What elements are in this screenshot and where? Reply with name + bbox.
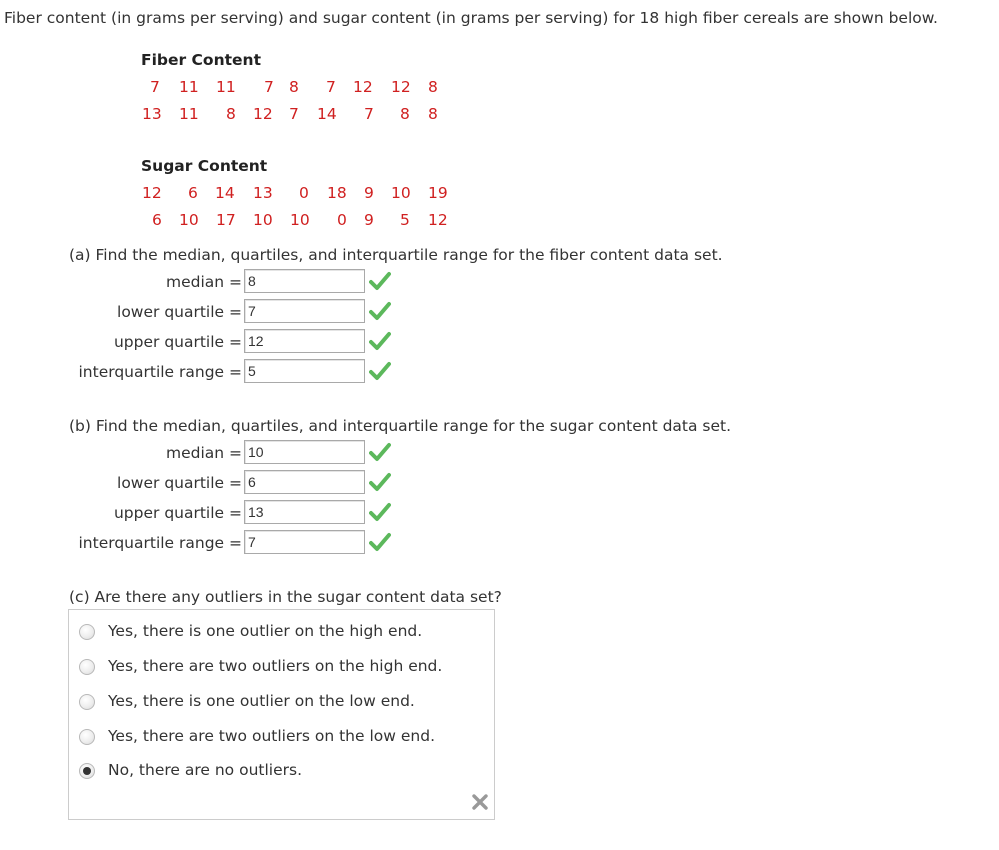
checkmark-icon: [369, 360, 391, 382]
median-label: median =: [165, 444, 242, 462]
sugar-value: 18: [327, 184, 347, 202]
sugar-upper-quartile-input[interactable]: [244, 500, 365, 524]
radio-button-selected[interactable]: [79, 763, 95, 779]
fiber-value: 8: [428, 105, 438, 123]
sugar-value: 12: [142, 184, 162, 202]
part-a-median-row: [0, 269, 999, 297]
fiber-row-2: [0, 105, 999, 125]
fiber-value: 8: [400, 105, 410, 123]
fiber-value: 7: [289, 105, 299, 123]
sugar-row-2: [0, 211, 999, 231]
sugar-value: 10: [391, 184, 411, 202]
sugar-value: 13: [253, 184, 273, 202]
option-label[interactable]: Yes, there are two outliers on the low end.: [108, 727, 435, 745]
checkmark-icon: [369, 531, 391, 553]
fiber-value: 14: [317, 105, 337, 123]
part-a-iqr-row: [0, 359, 999, 387]
fiber-value: 8: [428, 78, 438, 96]
part-b-iqr-row: [0, 530, 999, 558]
fiber-value: 11: [179, 78, 199, 96]
fiber-upper-quartile-input[interactable]: [244, 329, 365, 353]
fiber-value: 7: [150, 78, 160, 96]
iqr-label: interquartile range =: [78, 363, 242, 381]
part-b-question: (b) Find the median, quartiles, and interquartile range for the sugar content data set.: [69, 417, 732, 435]
sugar-row-1: [0, 184, 999, 204]
checkmark-icon: [369, 330, 391, 352]
fiber-lower-quartile-input[interactable]: [244, 299, 365, 323]
fiber-value: 13: [142, 105, 162, 123]
sugar-value: 9: [364, 211, 374, 229]
sugar-value: 12: [428, 211, 448, 229]
outlier-options-box: [68, 609, 495, 820]
option-label[interactable]: Yes, there is one outlier on the low end.: [108, 692, 415, 710]
problem-intro: Fiber content (in grams per serving) and sugar content (in grams per serving) for 18 high fiber cereals are shown below.: [4, 9, 938, 27]
fiber-value: 7: [364, 105, 374, 123]
fiber-value: 7: [326, 78, 336, 96]
radio-button[interactable]: [79, 659, 95, 675]
fiber-value: 8: [289, 78, 299, 96]
sugar-content-title: Sugar Content: [141, 157, 268, 175]
option-label[interactable]: No, there are no outliers.: [108, 761, 302, 779]
fiber-median-input[interactable]: [244, 269, 365, 293]
fiber-iqr-input[interactable]: [244, 359, 365, 383]
radio-button[interactable]: [79, 729, 95, 745]
sugar-value: 19: [428, 184, 448, 202]
sugar-value: 10: [179, 211, 199, 229]
checkmark-icon: [369, 441, 391, 463]
sugar-value: 0: [337, 211, 347, 229]
sugar-value: 0: [299, 184, 309, 202]
sugar-value: 6: [188, 184, 198, 202]
sugar-value: 6: [152, 211, 162, 229]
sugar-value: 9: [364, 184, 374, 202]
sugar-value: 17: [216, 211, 236, 229]
part-b-lower-quartile-row: [0, 470, 999, 498]
sugar-value: 14: [215, 184, 235, 202]
median-label: median =: [165, 273, 242, 291]
part-b-median-row: [0, 440, 999, 468]
checkmark-icon: [369, 501, 391, 523]
fiber-value: 8: [226, 105, 236, 123]
radio-button[interactable]: [79, 624, 95, 640]
radio-button[interactable]: [79, 694, 95, 710]
iqr-label: interquartile range =: [78, 534, 242, 552]
sugar-value: 5: [400, 211, 410, 229]
part-b-upper-quartile-row: [0, 500, 999, 528]
sugar-value: 10: [253, 211, 273, 229]
sugar-lower-quartile-input[interactable]: [244, 470, 365, 494]
sugar-value: 10: [290, 211, 310, 229]
fiber-row-1: [0, 78, 999, 98]
lower-quartile-label: lower quartile =: [117, 474, 242, 492]
fiber-content-title: Fiber Content: [141, 51, 261, 69]
part-a-question: (a) Find the median, quartiles, and interquartile range for the fiber content data set.: [69, 246, 723, 264]
checkmark-icon: [369, 471, 391, 493]
fiber-value: 12: [253, 105, 273, 123]
sugar-median-input[interactable]: [244, 440, 365, 464]
part-c-question: (c) Are there any outliers in the sugar content data set?: [69, 588, 502, 606]
fiber-value: 12: [353, 78, 373, 96]
part-a-lower-quartile-row: [0, 299, 999, 327]
fiber-value: 11: [216, 78, 236, 96]
part-a-upper-quartile-row: [0, 329, 999, 357]
fiber-value: 12: [391, 78, 411, 96]
option-label[interactable]: Yes, there is one outlier on the high end.: [108, 622, 423, 640]
sugar-iqr-input[interactable]: [244, 530, 365, 554]
fiber-value: 7: [264, 78, 274, 96]
upper-quartile-label: upper quartile =: [113, 333, 242, 351]
x-mark-icon: [472, 794, 488, 810]
option-label[interactable]: Yes, there are two outliers on the high end.: [108, 657, 443, 675]
upper-quartile-label: upper quartile =: [113, 504, 242, 522]
checkmark-icon: [369, 300, 391, 322]
lower-quartile-label: lower quartile =: [117, 303, 242, 321]
checkmark-icon: [369, 270, 391, 292]
fiber-value: 11: [179, 105, 199, 123]
